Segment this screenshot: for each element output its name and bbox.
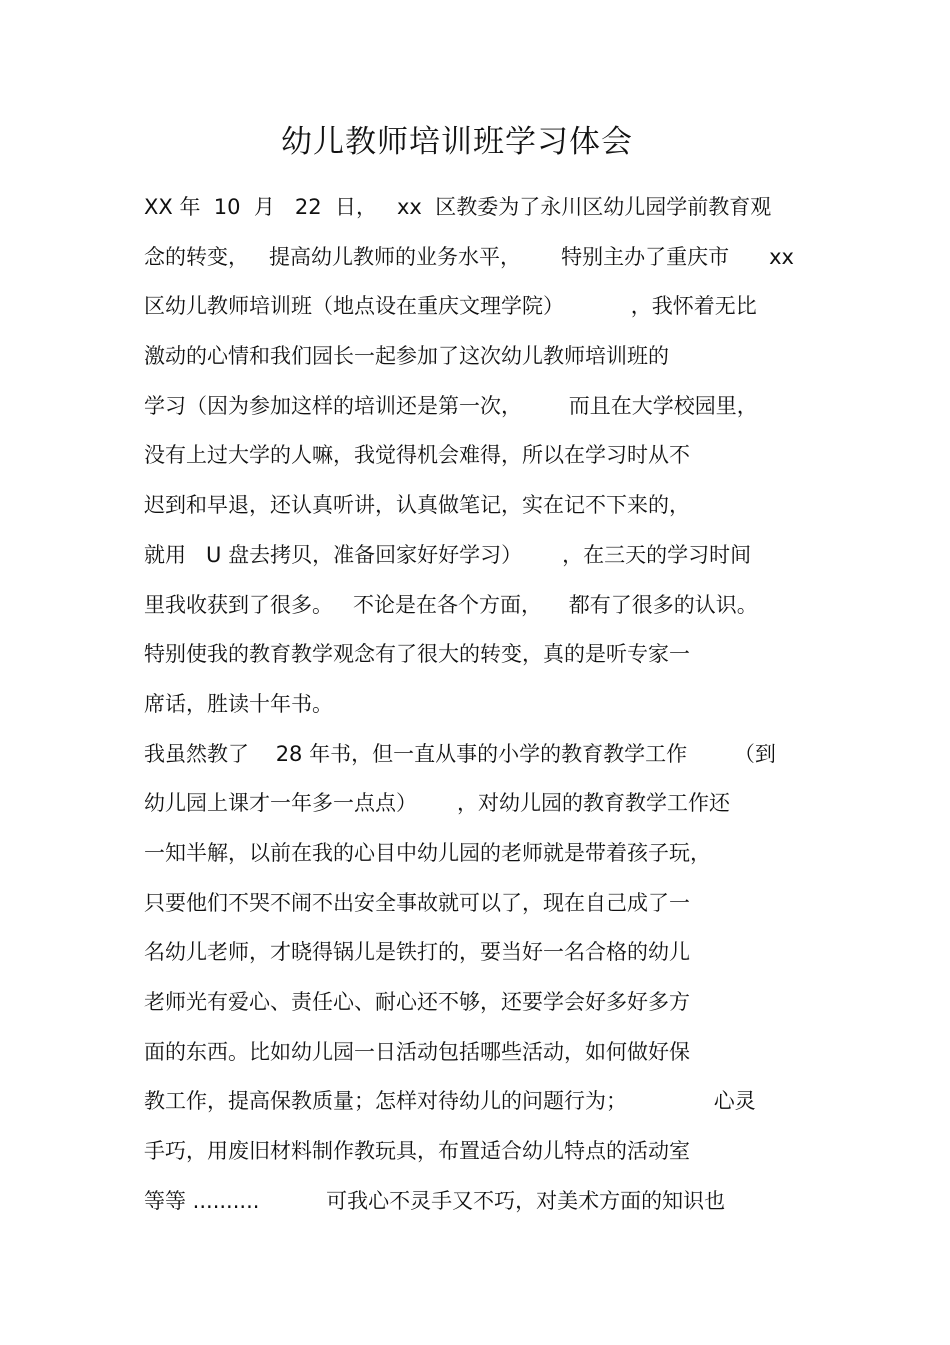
body-text-line: 席话，胜读十年书。 (144, 691, 333, 716)
body-text-line: 老师光有爱心、责任心、耐心还不够，还要学会好多好多方 (144, 990, 690, 1014)
document-body (144, 183, 814, 1226)
body-text-line: 教工作，提高保教质量；怎样对待幼儿的问题行为； 心灵 (144, 1089, 756, 1114)
body-text-line: 特别使我的教育教学观念有了很大的转变，真的是听专家一 (144, 642, 690, 667)
body-text-line: 名幼儿老师，才晓得锅儿是铁打的，要当好一名合格的幼儿 (144, 940, 690, 965)
body-text-line: 手巧，用废旧材料制作教玩具，布置适合幼儿特点的活动室 (144, 1139, 690, 1164)
body-text-line: 没有上过大学的人嘛，我觉得机会难得，所以在学习时从不 (144, 443, 690, 468)
body-text-line: 里我收获到了很多。 不论是在各个方面， 都有了很多的认识。 (144, 592, 758, 617)
body-text-line: 念的转变， 提高幼儿教师的业务水平， 特别主办了重庆市 xx (144, 244, 794, 269)
body-text-line: 学习（因为参加这样的培训还是第一次， 而且在大学校园里， (144, 393, 758, 418)
body-text-line: 面的东西。比如幼儿园一日活动包括哪些活动，如何做好保 (144, 1039, 690, 1064)
body-text-line: 幼儿园上课才一年多一点点） ，对幼儿园的教育教学工作还 (144, 791, 731, 816)
body-text-line: 就用 U 盘去拷贝，准备回家好好学习） ，在三天的学习时间 (144, 542, 752, 567)
body-text-line: 区幼儿教师培训班（地点设在重庆文理学院） ，我怀着无比 (144, 294, 757, 319)
body-text-line: 一知半解，以前在我的心目中幼儿园的老师就是带着孩子玩， (144, 840, 711, 865)
document-title: 幼儿教师培训班学习体会 (281, 124, 633, 160)
body-text-line: XX 年 10 月 22 日， xx 区教委为了永川区幼儿园学前教育观 (144, 195, 772, 219)
body-text-line: 激动的心情和我们园长一起参加了这次幼儿教师培训班的 (144, 344, 669, 369)
body-text-line: 我虽然教了 28 年书，但一直从事的小学的教育教学工作 （到 (144, 741, 776, 766)
body-text-line: 迟到和早退，还认真听讲，认真做笔记，实在记不下来的， (144, 493, 690, 518)
body-text-line: 等等 .......... 可我心不灵手又不巧，对美术方面的知识也 (144, 1188, 726, 1213)
body-text-line: 只要他们不哭不闹不出安全事故就可以了，现在自己成了一 (144, 890, 690, 915)
